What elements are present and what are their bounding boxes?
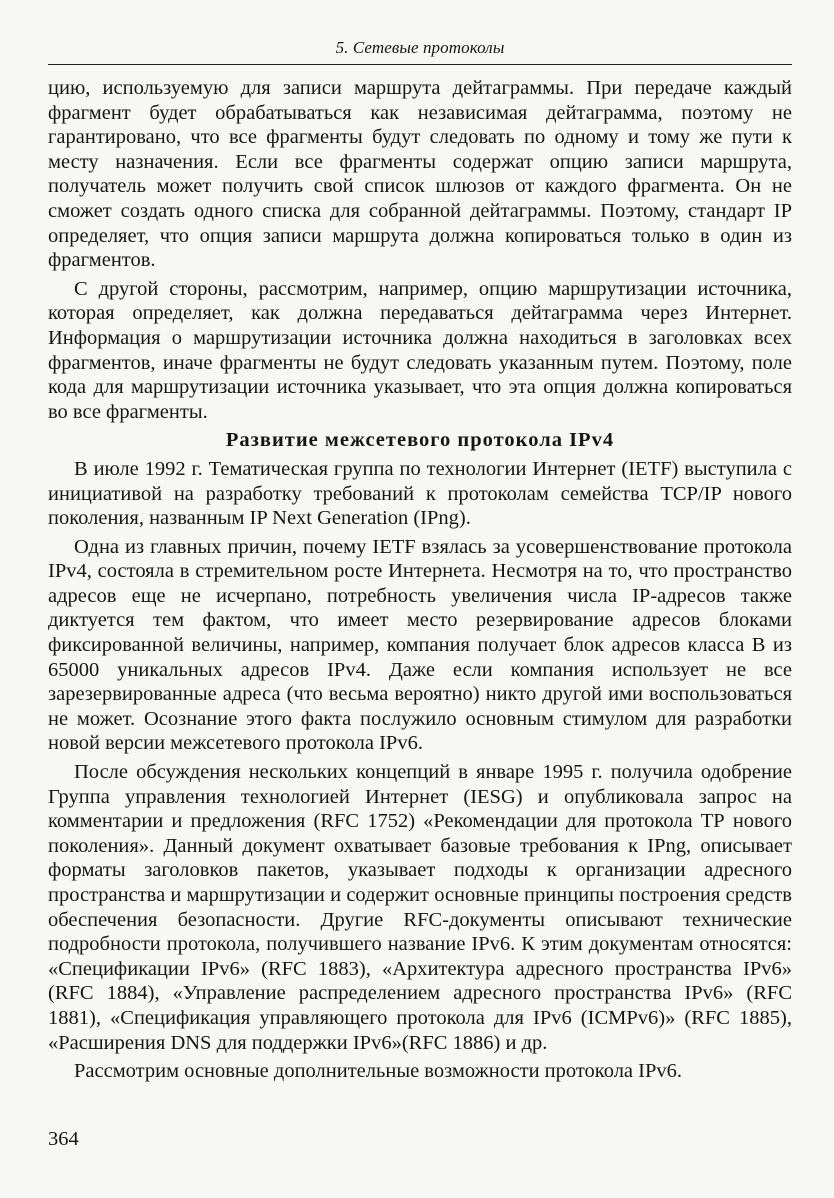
paragraph-5: После обсуждения нескольких концепций в январе 1995 г. получила одобрение Группа управления технологией Интернет (IESG) и опубликовала запрос на комментарии и предложения (RFC 1752) «Рекомендации для протокола ТР нового поколения». Данный документ охватывает базовые требования к IPng, описывает форматы заголовков пакетов, указывает подходы к организации адресного пространства и маршрутизации и содержит основные принципы построения средств обеспечения безопасности. Другие RFC-документы описывают технические подробности протокола, получившего название IPv6. К этим документам относятся: «Спецификации IPv6» (RFC 1883), «Архитектура адресного пространства IPv6» (RFC 1884), «Управление распределением адресного пространства IPv6» (RFC 1881), «Спецификация управляющего протокола для IPv6 (ICMPv6)» (RFC 1885), «Расширения DNS для поддержки IPv6»(RFC 1886) и др. — [48, 761, 792, 1054]
page-body — [48, 76, 792, 1088]
paragraph-1: цию, используемую для записи маршрута дейтаграммы. При передаче каждый фрагмент будет обрабатываться как независимая дейтаграмма, поэтому не гарантировано, что все фрагменты будут следовать по одному и тому же пути к месту назначения. Если все фрагменты содержат опцию записи маршрута, получатель может получить свой список шлюзов от каждого фрагмента. Он не сможет создать одного списка для собранной дейтаграммы. Поэтому, стандарт IP определяет, что опция записи маршрута должна копироваться только в один из фрагментов. — [48, 77, 792, 272]
running-header: 5. Сетевые протоколы — [335, 38, 505, 57]
header-rule — [48, 64, 792, 65]
section-heading: Развитие межсетевого протокола IPv4 — [225, 429, 615, 452]
paragraph-4: Одна из главных причин, почему IETF взялась за усовершенствование протокола IPv4, состояла в стремительном росте Интернета. Несмотря на то, что пространство адресов еще не исчерпано, потребность увеличения числа IP-адресов также диктуется тем фактом, что имеет место резервирование адресов блоками фиксированной величины, например, компания получает блок адресов класса В из 65000 уникальных адресов IPv4. Даже если компания использует не все зарезервированные адреса (что весьма вероятно) никто другой ими воспользоваться не может. Осознание этого факта послужило основным стимулом для разработки новой версии межсетевого протокола IPv6. — [48, 535, 792, 755]
paragraph-3: В июле 1992 г. Тематическая группа по технологии Интернет (IETF) выступила с инициативой на разработку требований к протоколам семейства TCP/IP нового поколения, названным IP Next Generation (IPng). — [48, 457, 792, 530]
page-number: 364 — [48, 1128, 79, 1150]
paragraph-2: С другой стороны, рассмотрим, например, опцию маршрутизации источника, которая определяет, как должна передаваться дейтаграмма через Интернет. Информация о маршрутизации источника должна находиться в заголовках всех фрагментов, иначе фрагменты не будут следовать указанным путем. Поэтому, поле кода для маршрутизации источника указывает, что эта опция должна копироваться во все фрагменты. — [48, 277, 792, 423]
paragraph-6: Рассмотрим основные дополнительные возможности протокола IPv6. — [74, 1060, 683, 1083]
